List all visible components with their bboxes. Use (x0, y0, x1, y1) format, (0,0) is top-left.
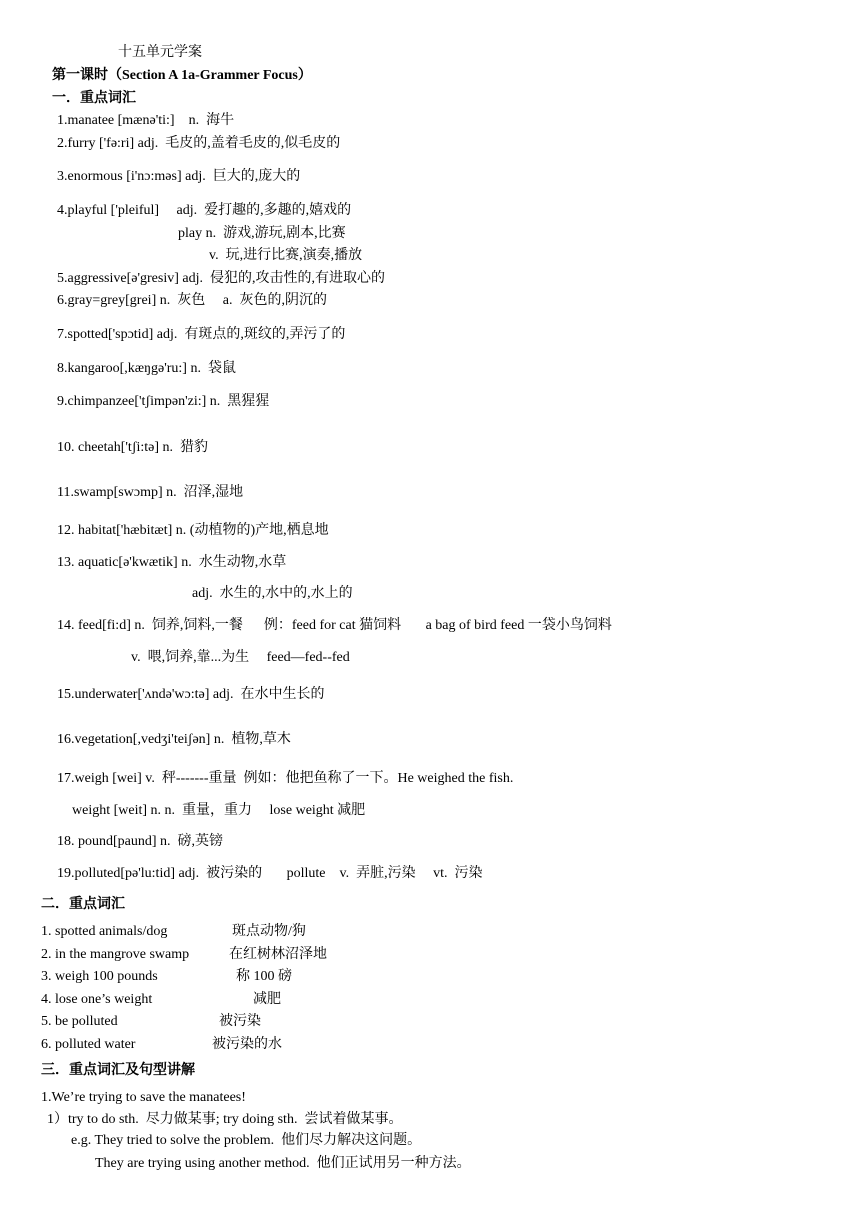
vocab-item: 14. feed[fi:d] n. 饲养,饲料,一餐 例：feed for cat 猫饲料 a bag of bird feed 一袋小鸟饲料 (57, 618, 612, 633)
vocab-item: 9.chimpanzee['tʃimpən'zi:] n. 黑猩猩 (57, 394, 270, 409)
vocab-item: 18. pound[paund] n. 磅,英镑 (57, 834, 224, 849)
vocab-item: 19.polluted[pə'lu:tid] adj. 被污染的 pollute v. 弄脏,污染 vt. 污染 (57, 866, 483, 881)
worksheet-title: 十五单元学案 (118, 45, 202, 60)
vocab-item: weight [weit] n. n. 重量，重力 lose weight 减肥 (72, 803, 366, 818)
section-1-heading: 一．重点词汇 (52, 91, 136, 106)
vocab-item: 10. cheetah['tʃi:tə] n. 猎豹 (57, 440, 209, 455)
section-2-heading: 二．重点词汇 (41, 897, 125, 912)
phrase-zh: 斑点动物/狗 (232, 924, 306, 939)
vocab-item: 5.aggressive[ə'gresiv] adj. 侵犯的,攻击性的,有进取心的 (57, 271, 385, 286)
vocab-item: 11.swamp[swɔmp] n. 沼泽,湿地 (57, 485, 244, 500)
phrase-zh: 称 100 磅 (236, 969, 292, 984)
vocab-item: v. 玩,进行比赛,演奏,播放 (209, 248, 363, 263)
phrase-en: 2. in the mangrove swamp (41, 947, 190, 962)
vocab-item: 13. aquatic[ə'kwætik] n. 水生动物,水草 (57, 555, 287, 570)
vocab-item: v. 喂,饲养,靠...为生 feed—fed--fed (131, 650, 350, 665)
phrase-zh: 减肥 (253, 992, 281, 1007)
phrase-zh: 在红树林沼泽地 (229, 947, 327, 962)
phrase-en: 1. spotted animals/dog (41, 924, 168, 939)
explanation-line: They are trying using another method. 他们正试用另一种方法。 (95, 1156, 471, 1171)
lesson-heading: 第一课时（Section A 1a-Grammer Focus） (52, 68, 312, 83)
vocab-item: play n. 游戏,游玩,剧本,比赛 (178, 226, 346, 241)
phrase-en: 4. lose one’s weight (41, 992, 153, 1007)
vocab-item: 4.playful ['pleiful] adj. 爱打趣的,多趣的,嬉戏的 (57, 203, 352, 218)
phrase-zh: 被污染 (219, 1014, 261, 1029)
phrase-en: 5. be polluted (41, 1014, 118, 1029)
vocab-item: 8.kangaroo[,kæŋgə'ru:] n. 袋鼠 (57, 361, 236, 376)
vocab-item: adj. 水生的,水中的,水上的 (192, 586, 353, 601)
phrase-zh: 被污染的水 (212, 1037, 282, 1052)
section-3-heading: 三．重点词汇及句型讲解 (41, 1063, 195, 1078)
vocab-item: 15.underwater['ʌndə'wɔ:tə] adj. 在水中生长的 (57, 687, 325, 702)
vocab-item: 3.enormous [i'nɔ:məs] adj. 巨大的,庞大的 (57, 169, 301, 184)
vocab-item: 17.weigh [wei] v. 秤-------重量 例如：他把鱼称了一下。He weighed the fish. (57, 771, 514, 786)
vocab-item: 2.furry ['fə:ri] adj. 毛皮的,盖着毛皮的,似毛皮的 (57, 136, 341, 151)
explanation-line: 1）try to do sth. 尽力做某事; try doing sth. 尝试着做某事。 (47, 1112, 403, 1127)
phrase-en: 6. polluted water (41, 1037, 136, 1052)
vocab-item: 12. habitat['hæbitæt] n. (动植物的)产地,栖息地 (57, 523, 329, 538)
vocab-item: 16.vegetation[,vedʒi'teiʃən] n. 植物,草木 (57, 732, 291, 747)
phrase-en: 3. weigh 100 pounds (41, 969, 158, 984)
vocab-item: 1.manatee [mænə'ti:] n. 海牛 (57, 113, 235, 128)
explanation-line: 1.We’re trying to save the manatees! (41, 1090, 246, 1105)
explanation-line: e.g. They tried to solve the problem. 他们尽力解决这问题。 (71, 1133, 422, 1148)
vocab-item: 7.spotted['spɔtid] adj. 有斑点的,斑纹的,弄污了的 (57, 327, 346, 342)
vocab-item: 6.gray=grey[grei] n. 灰色 a. 灰色的,阴沉的 (57, 293, 327, 308)
